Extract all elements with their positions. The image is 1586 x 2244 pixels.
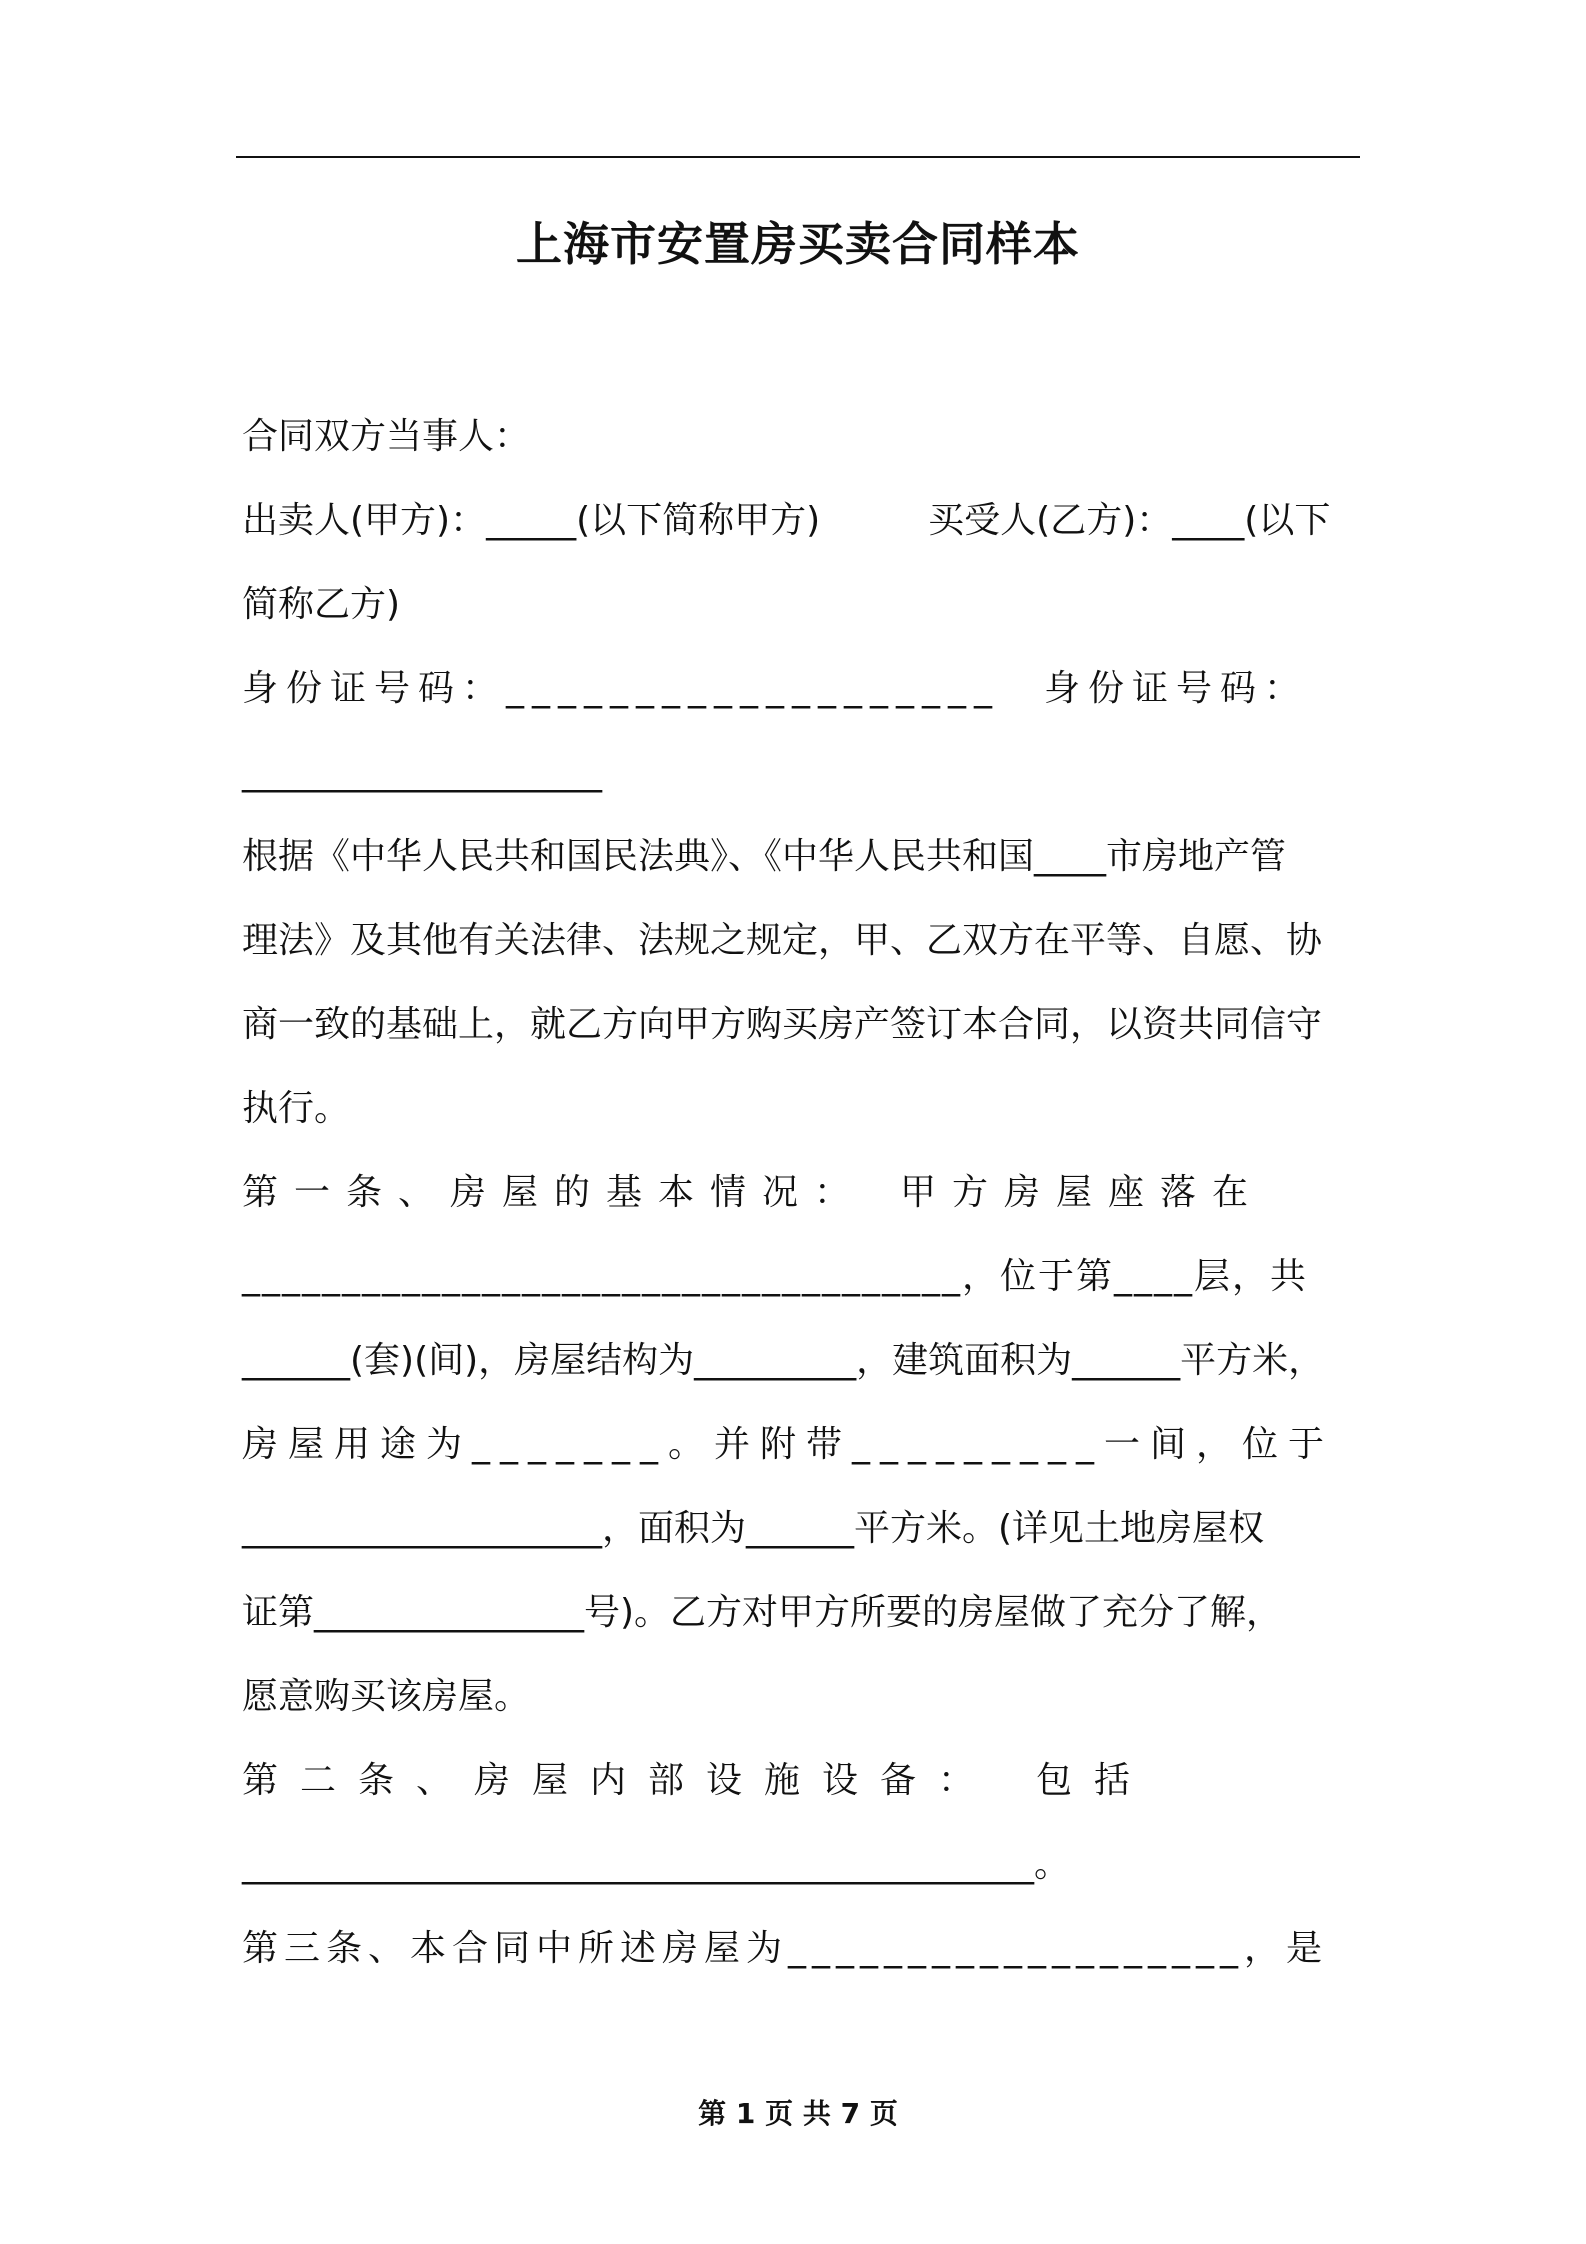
text-line-2 [242, 494, 1358, 548]
text-line-1: 合同双方当事人： [242, 416, 531, 457]
text-line-2-content: 出卖人(甲方)：_____(以下简称甲方) 买受人(乙方)：____(以下 [242, 500, 1331, 541]
page-title: 上海市安置房买卖合同样本 [516, 217, 1080, 271]
text-line-5: ____________________ [242, 752, 602, 793]
text-line-3: 简称乙方) [242, 584, 401, 625]
text-line-9: 执行。 [242, 1088, 351, 1129]
text-line-16: 愿意购买该房屋。 [242, 1676, 531, 1717]
text-line-4 [242, 662, 1358, 716]
text-line-7: 理法》及其他有关法律、法规之规定，甲、乙双方在平等、自愿、协 [242, 920, 1323, 961]
text-line-4-content: 身份证号码：___________________ 身份证号码： [242, 668, 1309, 709]
text-line-14: ____________________，面积为______平方米。(详见土地房屋权 [242, 1508, 1265, 1549]
text-line-6: 根据《中华人民共和国民法典》、《中华人民共和国____市房地产管 [242, 836, 1287, 877]
text-line-13: 房屋用途为_______。并附带_________一间，位于 [242, 1424, 1335, 1465]
page-footer: 第 1 页 共 7 页 [698, 2097, 898, 2130]
text-line-10: 第一条、房屋的基本情况： 甲方房屋座落在 [242, 1172, 1265, 1213]
text-line-8: 商一致的基础上，就乙方向甲方购买房产签订本合同，以资共同信守 [242, 1004, 1323, 1045]
header-rule [236, 156, 1360, 158]
text-line-12: ______(套)(间)，房屋结构为_________，建筑面积为______平方米， [242, 1340, 1325, 1381]
text-line-11: ____________________________________，位于第____层，共 [242, 1256, 1309, 1297]
text-line-17: 第二条、房屋内部设施设备： 包括 [242, 1760, 1153, 1801]
text-line-18: ____________________________________________。 [242, 1844, 1070, 1885]
text-line-15: 证第_______________号)。乙方对甲方所要的房屋做了充分了解， [242, 1592, 1283, 1633]
text-line-19: 第三条、本合同中所述房屋为___________________，是 [242, 1928, 1329, 1969]
